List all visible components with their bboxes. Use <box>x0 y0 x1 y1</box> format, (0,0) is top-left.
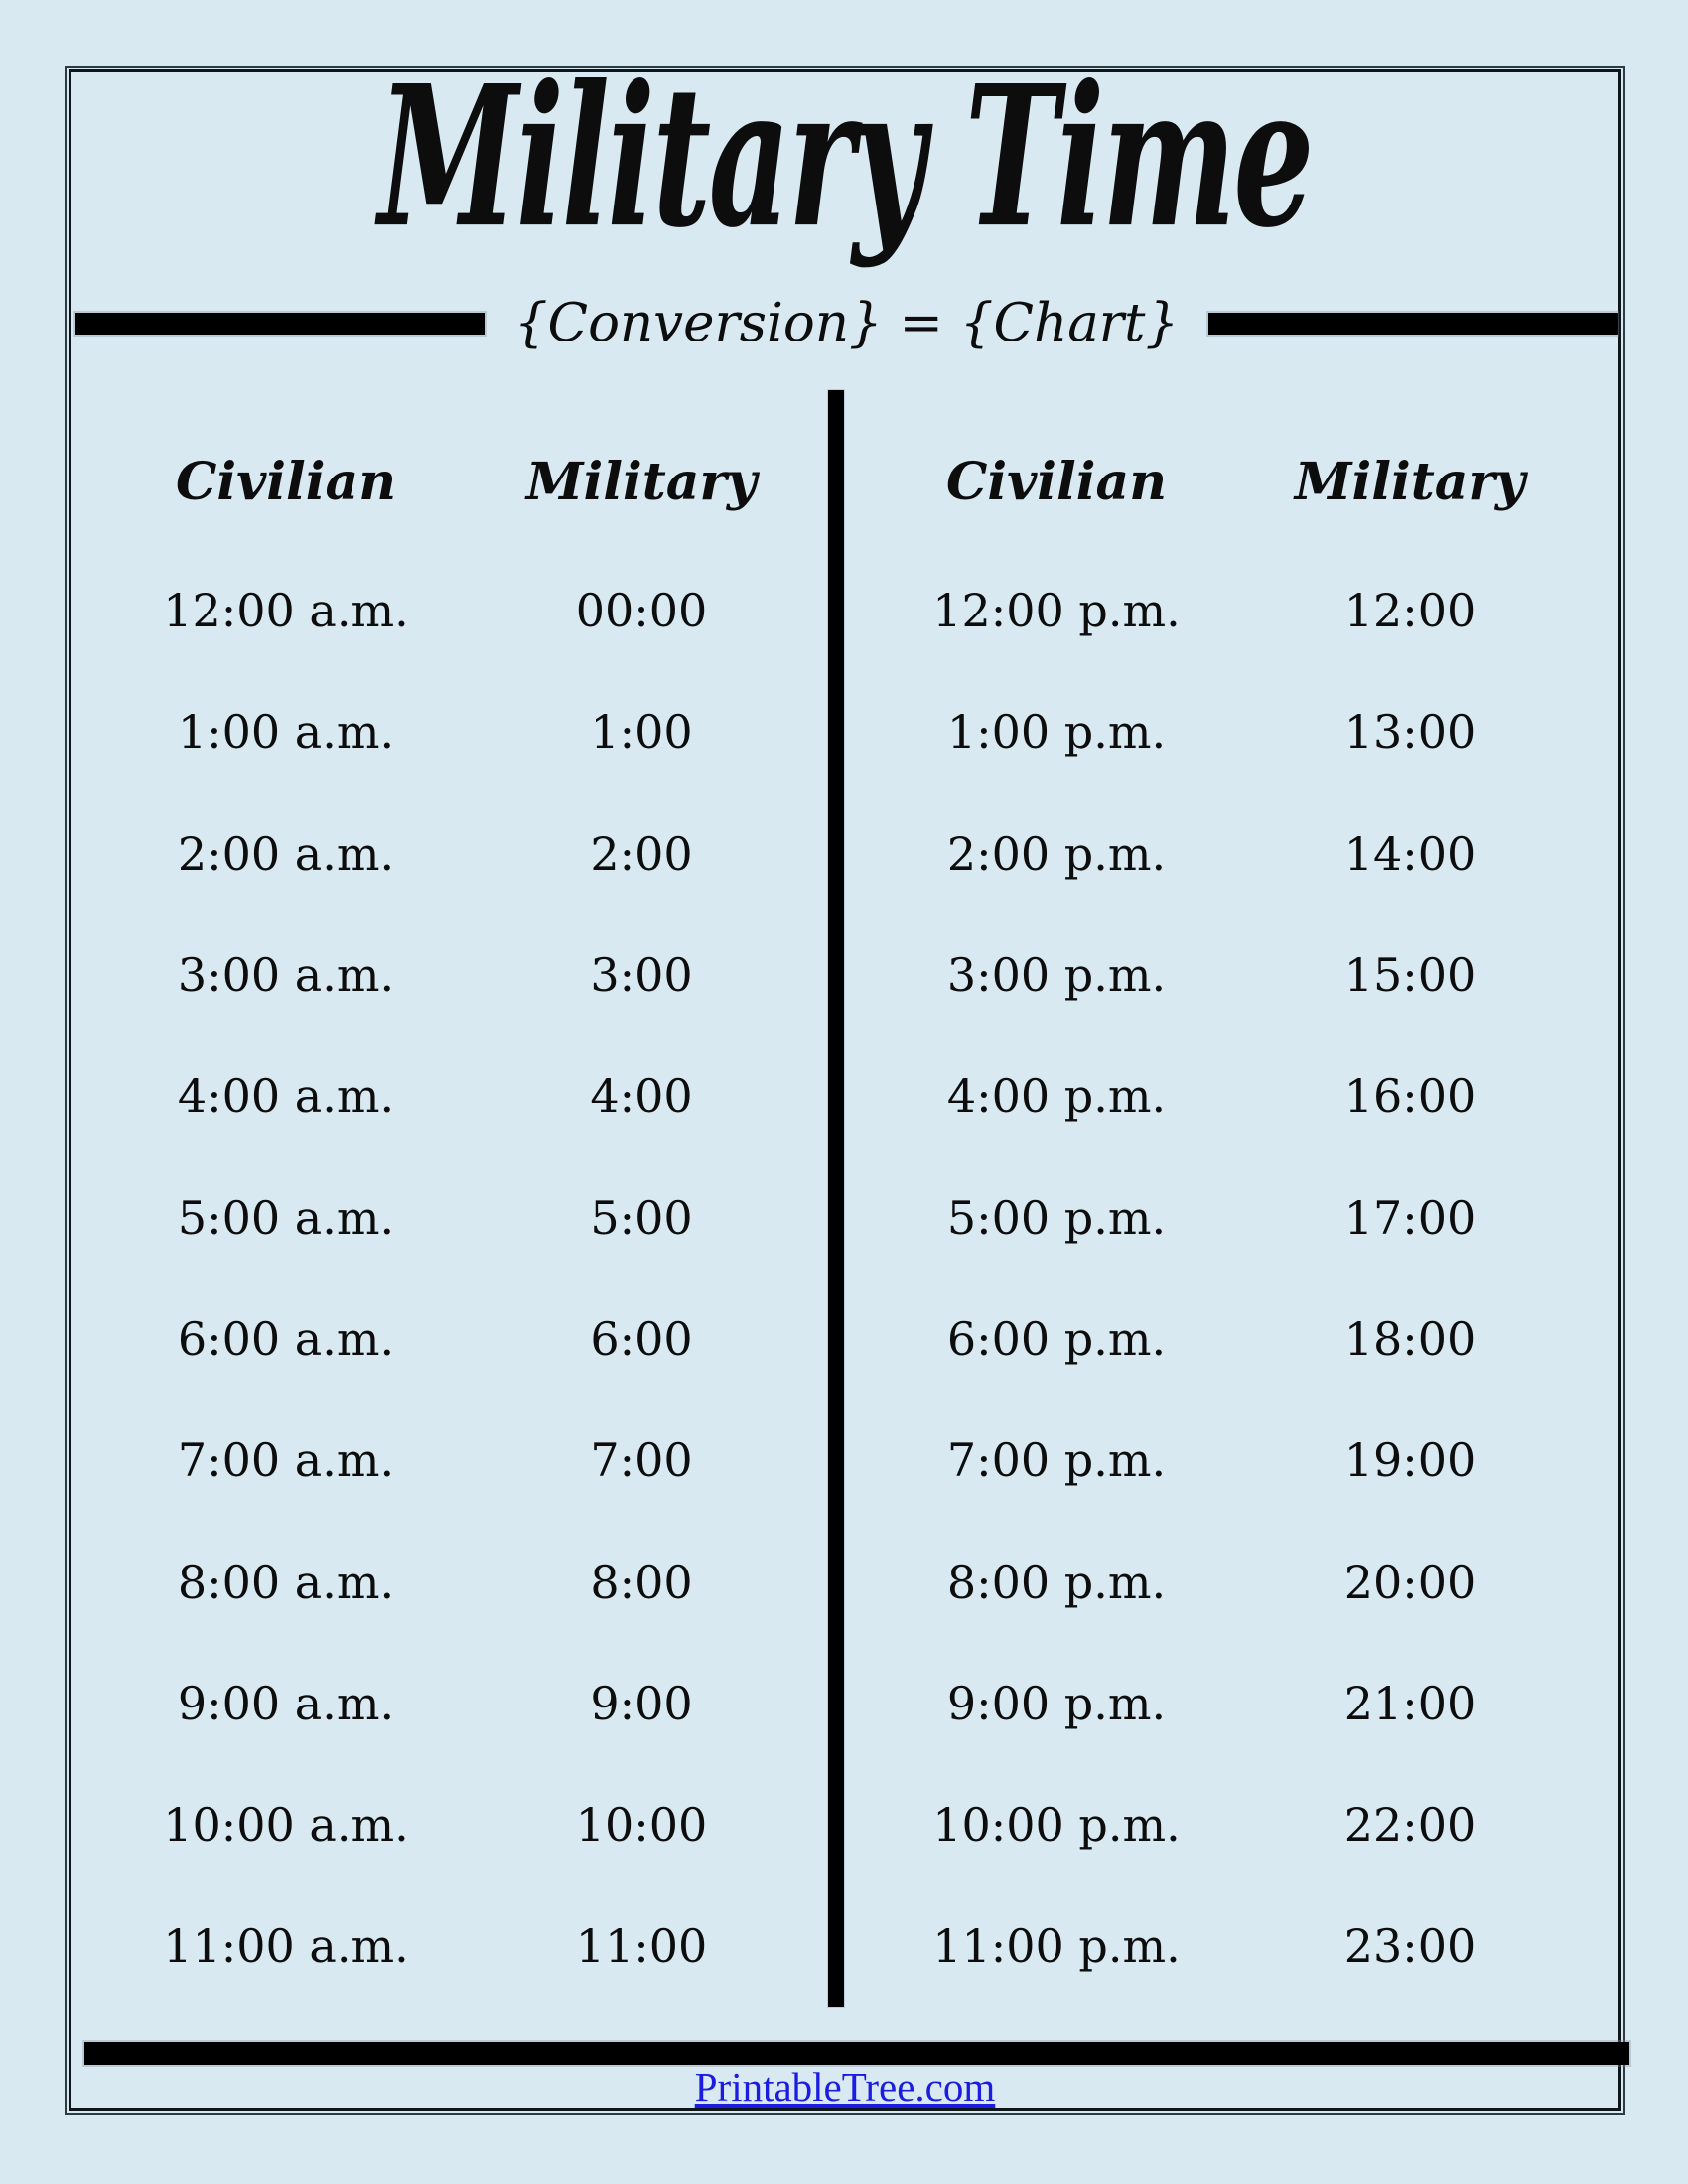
footer <box>65 2063 1625 2111</box>
civilian-time-cell: 4:00 a.m. <box>177 1069 395 1124</box>
civilian-time-cell: 8:00 p.m. <box>946 1555 1167 1609</box>
left-civilian-column <box>87 550 485 2007</box>
military-time-cell: 4:00 <box>590 1069 693 1124</box>
military-time-cell: 3:00 <box>590 948 693 1003</box>
civilian-time-cell: 1:00 a.m. <box>177 705 395 759</box>
page-subtitle: {Conversion} = {Chart} <box>513 293 1180 353</box>
military-time-cell: 17:00 <box>1343 1190 1477 1245</box>
civilian-time-cell: 7:00 p.m. <box>946 1433 1167 1488</box>
civilian-time-cell: 5:00 a.m. <box>177 1190 395 1245</box>
civilian-time-cell: 10:00 a.m. <box>163 1798 409 1852</box>
military-time-cell: 15:00 <box>1343 948 1477 1003</box>
military-time-cell: 19:00 <box>1343 1433 1477 1488</box>
subtitle-band <box>75 279 1618 368</box>
left-military-column <box>443 550 840 2007</box>
subtitle-left-bar <box>75 313 485 335</box>
civilian-time-cell: 2:00 p.m. <box>946 826 1167 881</box>
subtitle-right-bar <box>1208 313 1618 335</box>
military-time-cell: 23:00 <box>1343 1919 1477 1974</box>
page-title: Military Time <box>378 44 1312 271</box>
military-time-cell: 21:00 <box>1343 1676 1477 1730</box>
right-civilian-column <box>858 550 1255 2007</box>
military-time-cell: 7:00 <box>590 1433 693 1488</box>
military-time-cell: 12:00 <box>1343 584 1477 638</box>
page-content <box>65 44 1625 2115</box>
civilian-time-cell: 1:00 p.m. <box>946 705 1167 759</box>
civilian-time-cell: 8:00 a.m. <box>177 1555 395 1609</box>
military-time-cell: 2:00 <box>590 826 693 881</box>
civilian-time-cell: 3:00 a.m. <box>177 948 395 1003</box>
military-time-cell: 6:00 <box>590 1311 693 1366</box>
military-time-cell: 22:00 <box>1343 1798 1477 1852</box>
military-time-cell: 14:00 <box>1343 826 1477 881</box>
military-time-cell: 11:00 <box>575 1919 708 1974</box>
military-time-cell: 8:00 <box>590 1555 693 1609</box>
military-time-cell: 9:00 <box>590 1676 693 1730</box>
left-civilian-header: Civilian <box>175 451 397 512</box>
civilian-time-cell: 12:00 p.m. <box>932 584 1181 638</box>
civilian-time-cell: 11:00 p.m. <box>932 1919 1181 1974</box>
civilian-time-cell: 4:00 p.m. <box>946 1069 1167 1124</box>
civilian-time-cell: 5:00 p.m. <box>946 1190 1167 1245</box>
military-time-cell: 13:00 <box>1343 705 1477 759</box>
printabletree-link[interactable]: PrintableTree.com <box>694 2064 996 2110</box>
right-military-column <box>1211 550 1609 2007</box>
civilian-time-cell: 7:00 a.m. <box>177 1433 395 1488</box>
military-time-cell: 16:00 <box>1343 1069 1477 1124</box>
civilian-time-cell: 2:00 a.m. <box>177 826 395 881</box>
left-military-header: Military <box>525 451 758 512</box>
civilian-time-cell: 12:00 a.m. <box>163 584 409 638</box>
footer-divider-bar <box>84 2042 1629 2065</box>
military-time-cell: 10:00 <box>575 1798 708 1852</box>
civilian-time-cell: 9:00 p.m. <box>946 1676 1167 1730</box>
military-time-cell: 20:00 <box>1343 1555 1477 1609</box>
civilian-time-cell: 3:00 p.m. <box>946 948 1167 1003</box>
military-time-cell: 00:00 <box>575 584 708 638</box>
civilian-time-cell: 9:00 a.m. <box>177 1676 395 1730</box>
military-time-cell: 18:00 <box>1343 1311 1477 1366</box>
civilian-time-cell: 10:00 p.m. <box>932 1798 1181 1852</box>
civilian-time-cell: 6:00 p.m. <box>946 1311 1167 1366</box>
civilian-time-cell: 11:00 a.m. <box>163 1919 409 1974</box>
civilian-time-cell: 6:00 a.m. <box>177 1311 395 1366</box>
military-time-cell: 1:00 <box>590 705 693 759</box>
right-civilian-header: Civilian <box>945 451 1168 512</box>
right-military-header: Military <box>1294 451 1526 512</box>
military-time-cell: 5:00 <box>590 1190 693 1245</box>
